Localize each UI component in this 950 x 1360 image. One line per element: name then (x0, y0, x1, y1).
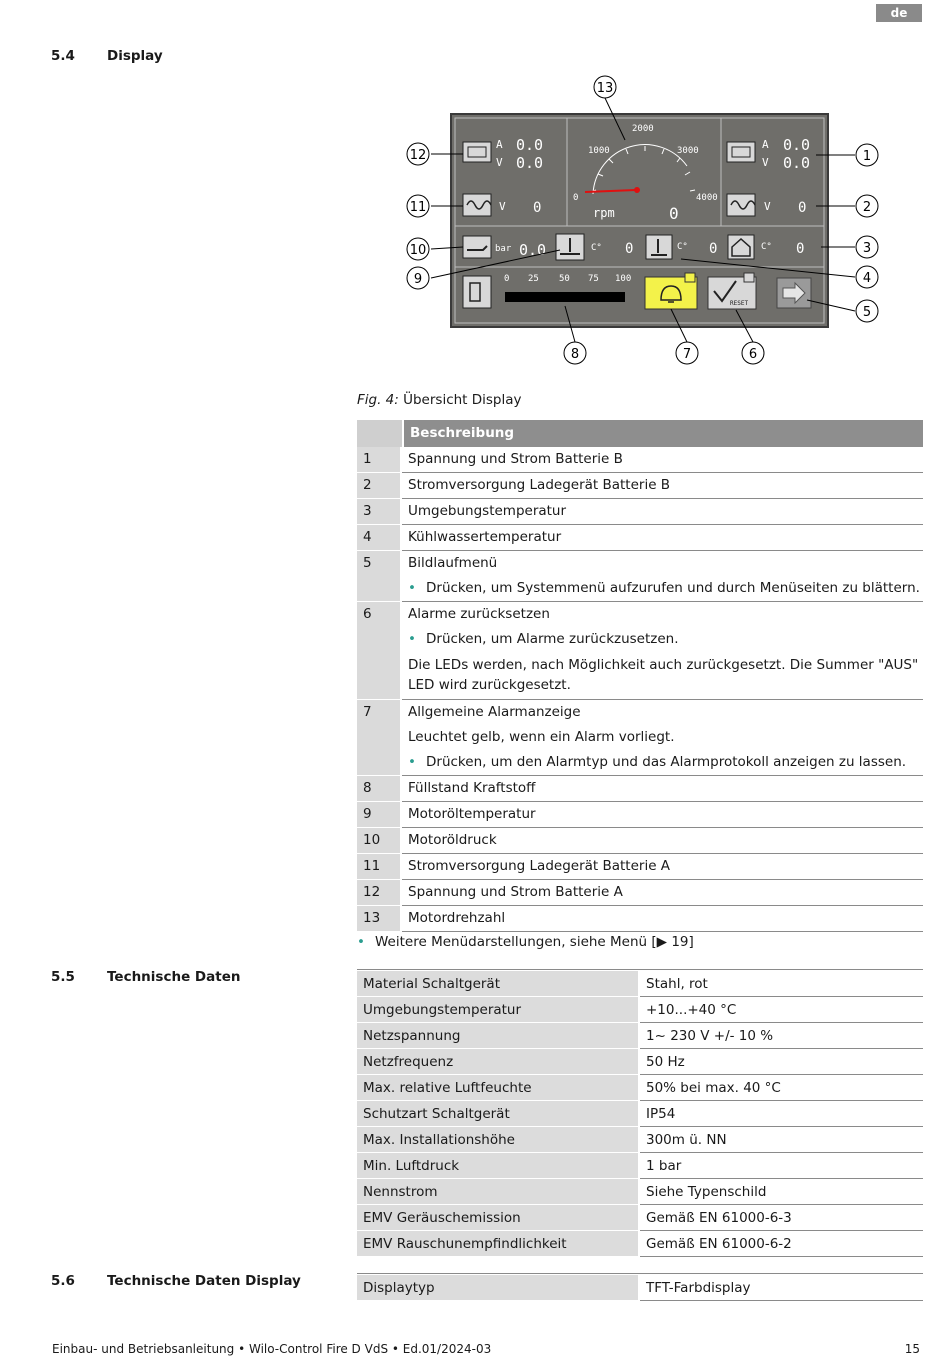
oil-temp-unit: C° (591, 243, 602, 253)
table-row (357, 447, 923, 473)
section-title: Technische Daten Display (107, 1273, 301, 1289)
bullet-item: • Drücken, um den Alarmtyp und das Alarmprotokoll anzeigen zu lassen. (408, 750, 923, 775)
battery-a-v-label: V (496, 156, 503, 169)
oil-temp-value: 0 (625, 241, 634, 257)
alarm-button[interactable] (645, 273, 697, 309)
fuel-tick-25: 25 (528, 274, 539, 284)
fuel-icon (463, 276, 491, 308)
property-name: Displaytyp (357, 1275, 640, 1301)
figure-caption (357, 392, 522, 408)
table-row (357, 1101, 923, 1127)
charger-a-label: V (499, 200, 506, 213)
row-description (402, 700, 923, 776)
table-row (357, 551, 923, 602)
fuel-tick-0: 0 (504, 274, 510, 284)
battery-a-a-value: 0.0 (516, 136, 544, 154)
oil-pressure-value: 0.0 (519, 241, 547, 259)
battery-b-icon (727, 142, 755, 162)
row-number: 12 (357, 880, 402, 906)
description-line: Stromversorgung Ladegerät Batterie B (408, 477, 671, 493)
row-description (402, 551, 923, 602)
property-value: 1~ 230 V +/- 10 % (640, 1023, 923, 1049)
description-line: Umgebungstemperatur (408, 503, 567, 519)
svg-text:7: 7 (682, 347, 692, 362)
svg-text:1: 1 (862, 149, 872, 164)
table-row (357, 997, 923, 1023)
footer-text: Einbau- und Betriebsanleitung • Wilo-Control Fire D VdS • Ed.01/2024-03 (52, 1342, 492, 1356)
property-value: 1 bar (640, 1153, 923, 1179)
oil-pressure-unit: bar (495, 244, 512, 254)
property-name: Max. Installationshöhe (357, 1127, 640, 1153)
header-description: Beschreibung (404, 420, 923, 447)
ambient-temp-icon (728, 235, 754, 259)
description-line: Allgemeine Alarmanzeige (408, 704, 581, 720)
row-number: 13 (357, 906, 402, 932)
caption-text: Übersicht Display (398, 392, 522, 408)
charger-b-icon (727, 194, 755, 216)
row-description (402, 906, 923, 932)
fuel-tick-50: 50 (559, 274, 570, 284)
row-number: 6 (357, 602, 402, 700)
table-row (357, 525, 923, 551)
bullet-item: • Drücken, um Alarme zurückzusetzen. (408, 627, 923, 652)
row-number: 3 (357, 499, 402, 525)
battery-b-a-value: 0.0 (783, 136, 811, 154)
svg-text:2: 2 (862, 200, 872, 215)
description-line: Spannung und Strom Batterie B (408, 451, 623, 467)
gauge-tick-0: 0 (573, 193, 579, 203)
table-row (357, 1075, 923, 1101)
property-value: +10...+40 °C (640, 997, 923, 1023)
row-number: 7 (357, 700, 402, 776)
table-row (357, 1127, 923, 1153)
table-row (357, 906, 923, 932)
battery-a-a-label: A (496, 138, 503, 151)
description-line: Stromversorgung Ladegerät Batterie A (408, 858, 671, 874)
description-line: Leuchtet gelb, wenn ein Alarm vorliegt. (408, 729, 675, 745)
table-row (357, 1023, 923, 1049)
table-row (357, 473, 923, 499)
callout-11 (407, 195, 429, 217)
table-row (357, 1205, 923, 1231)
oil-temp-icon (556, 234, 584, 260)
table-row (357, 802, 923, 828)
gauge-tick-3000: 3000 (677, 146, 699, 156)
fuel-tick-75: 75 (588, 274, 599, 284)
bullet-item: • Drücken, um Systemmenü aufzurufen und durch Menüseiten zu blättern. (408, 576, 923, 601)
property-value: Gemäß EN 61000-6-2 (640, 1231, 923, 1257)
property-name: Material Schaltgerät (357, 971, 640, 997)
row-description (402, 776, 923, 802)
table-row (357, 1049, 923, 1075)
svg-text:8: 8 (570, 347, 580, 362)
property-name: EMV Geräuschemission (357, 1205, 640, 1231)
row-number: 9 (357, 802, 402, 828)
row-number: 4 (357, 525, 402, 551)
callout-5 (856, 300, 878, 322)
fuel-level-bar (505, 292, 625, 302)
property-value: Gemäß EN 61000-6-3 (640, 1205, 923, 1231)
property-value: 300m ü. NN (640, 1127, 923, 1153)
table-row (357, 1153, 923, 1179)
property-value: TFT-Farbdisplay (640, 1275, 923, 1301)
battery-b-v-label: V (762, 156, 769, 169)
property-value: Siehe Typenschild (640, 1179, 923, 1205)
coolant-temp-icon (646, 235, 672, 259)
description-line: Kühlwassertemperatur (408, 529, 562, 545)
charger-b-value: 0 (798, 200, 807, 216)
property-value: Stahl, rot (640, 971, 923, 997)
callout-10 (407, 238, 429, 260)
reset-label: RESET (730, 300, 749, 307)
description-line: Motoröldruck (408, 832, 497, 848)
description-line: Motoröltemperatur (408, 806, 536, 822)
table-row (357, 776, 923, 802)
table-row (357, 828, 923, 854)
description-line: Bildlaufmenü (408, 555, 498, 571)
table-row (357, 854, 923, 880)
page-number: 15 (904, 1342, 920, 1356)
gauge-tick-1000: 1000 (588, 146, 610, 156)
callout-8 (564, 342, 586, 364)
property-name: Netzspannung (357, 1023, 640, 1049)
fuel-tick-100: 100 (615, 274, 632, 284)
table-row (357, 1179, 923, 1205)
svg-text:6: 6 (748, 347, 758, 362)
property-name: Min. Luftdruck (357, 1153, 640, 1179)
table-row (357, 971, 923, 997)
property-name: Nennstrom (357, 1179, 640, 1205)
display-overview-figure (395, 70, 895, 370)
row-number: 10 (357, 828, 402, 854)
callout-7 (676, 342, 698, 364)
row-number: 2 (357, 473, 402, 499)
row-number: 5 (357, 551, 402, 602)
charger-a-icon (463, 194, 491, 216)
table-row (357, 880, 923, 906)
property-name: Umgebungstemperatur (357, 997, 640, 1023)
row-description (402, 828, 923, 854)
description-line: Füllstand Kraftstoff (408, 780, 536, 796)
svg-text:10: 10 (409, 243, 427, 258)
scroll-menu-button[interactable] (777, 278, 811, 308)
row-description (402, 525, 923, 551)
row-description (402, 447, 923, 473)
section-title: Technische Daten (107, 969, 241, 985)
coolant-temp-value: 0 (709, 241, 718, 257)
oil-pressure-icon (463, 236, 491, 258)
property-value: 50% bei max. 40 °C (640, 1075, 923, 1101)
battery-a-icon (463, 142, 491, 162)
reset-button[interactable] (708, 273, 756, 309)
callout-4 (856, 266, 878, 288)
tech-data-table (357, 969, 923, 1257)
svg-text:12: 12 (409, 148, 427, 163)
description-line: Alarme zurücksetzen (408, 606, 550, 622)
table-row (357, 499, 923, 525)
table-row (357, 1231, 923, 1257)
svg-text:13: 13 (596, 81, 614, 96)
description-table (357, 420, 923, 932)
row-description (402, 473, 923, 499)
description-line: Motordrehzahl (408, 910, 506, 926)
gauge-tick-4000: 4000 (696, 193, 718, 203)
battery-b-a-label: A (762, 138, 769, 151)
language-badge: de (876, 4, 922, 22)
gauge-tick-2000: 2000 (632, 124, 654, 134)
table-header (357, 420, 923, 447)
row-description (402, 854, 923, 880)
svg-text:5: 5 (862, 305, 872, 320)
row-description (402, 602, 923, 700)
row-number: 8 (357, 776, 402, 802)
row-number: 1 (357, 447, 402, 473)
callout-12 (407, 143, 429, 165)
charger-a-value: 0 (533, 200, 542, 216)
callout-3 (856, 236, 878, 258)
svg-text:3: 3 (862, 241, 872, 256)
table-row (357, 700, 923, 776)
property-value: IP54 (640, 1101, 923, 1127)
caption-prefix: Fig. 4: (357, 392, 399, 408)
display-data-table (357, 1273, 923, 1301)
row-description (402, 802, 923, 828)
row-description (402, 499, 923, 525)
gauge-unit: rpm (593, 206, 615, 220)
battery-a-v-value: 0.0 (516, 154, 544, 172)
property-name: Schutzart Schaltgerät (357, 1101, 640, 1127)
row-number: 11 (357, 854, 402, 880)
callout-9 (407, 267, 429, 289)
table-row (357, 1275, 923, 1301)
property-name: Max. relative Luftfeuchte (357, 1075, 640, 1101)
svg-text:9: 9 (413, 272, 423, 287)
property-value: 50 Hz (640, 1049, 923, 1075)
section-number: 5.4 (51, 48, 75, 64)
section-number: 5.6 (51, 1273, 75, 1289)
svg-text:4: 4 (862, 271, 872, 286)
callout-13 (594, 76, 616, 98)
battery-b-v-value: 0.0 (783, 154, 811, 172)
row-description (402, 880, 923, 906)
section-number: 5.5 (51, 969, 75, 985)
table-row (357, 602, 923, 700)
description-line: Spannung und Strom Batterie A (408, 884, 623, 900)
section-title: Display (107, 48, 163, 64)
callout-2 (856, 195, 878, 217)
callout-6 (742, 342, 764, 364)
rpm-value: 0 (669, 204, 679, 223)
ambient-temp-value: 0 (796, 241, 805, 257)
coolant-temp-unit: C° (677, 242, 688, 252)
property-name: EMV Rauschunempfindlichkeit (357, 1231, 640, 1257)
ambient-temp-unit: C° (761, 242, 772, 252)
svg-text:11: 11 (409, 200, 427, 215)
callout-1 (856, 144, 878, 166)
menu-reference-note: • Weitere Menüdarstellungen, siehe Menü [▶ 19] (357, 932, 950, 952)
charger-b-label: V (764, 200, 771, 213)
property-name: Netzfrequenz (357, 1049, 640, 1075)
description-line: Die LEDs werden, nach Möglichkeit auch zurückgesetzt. Die Summer "AUS" LED wird zurückgesetzt. (408, 657, 919, 693)
